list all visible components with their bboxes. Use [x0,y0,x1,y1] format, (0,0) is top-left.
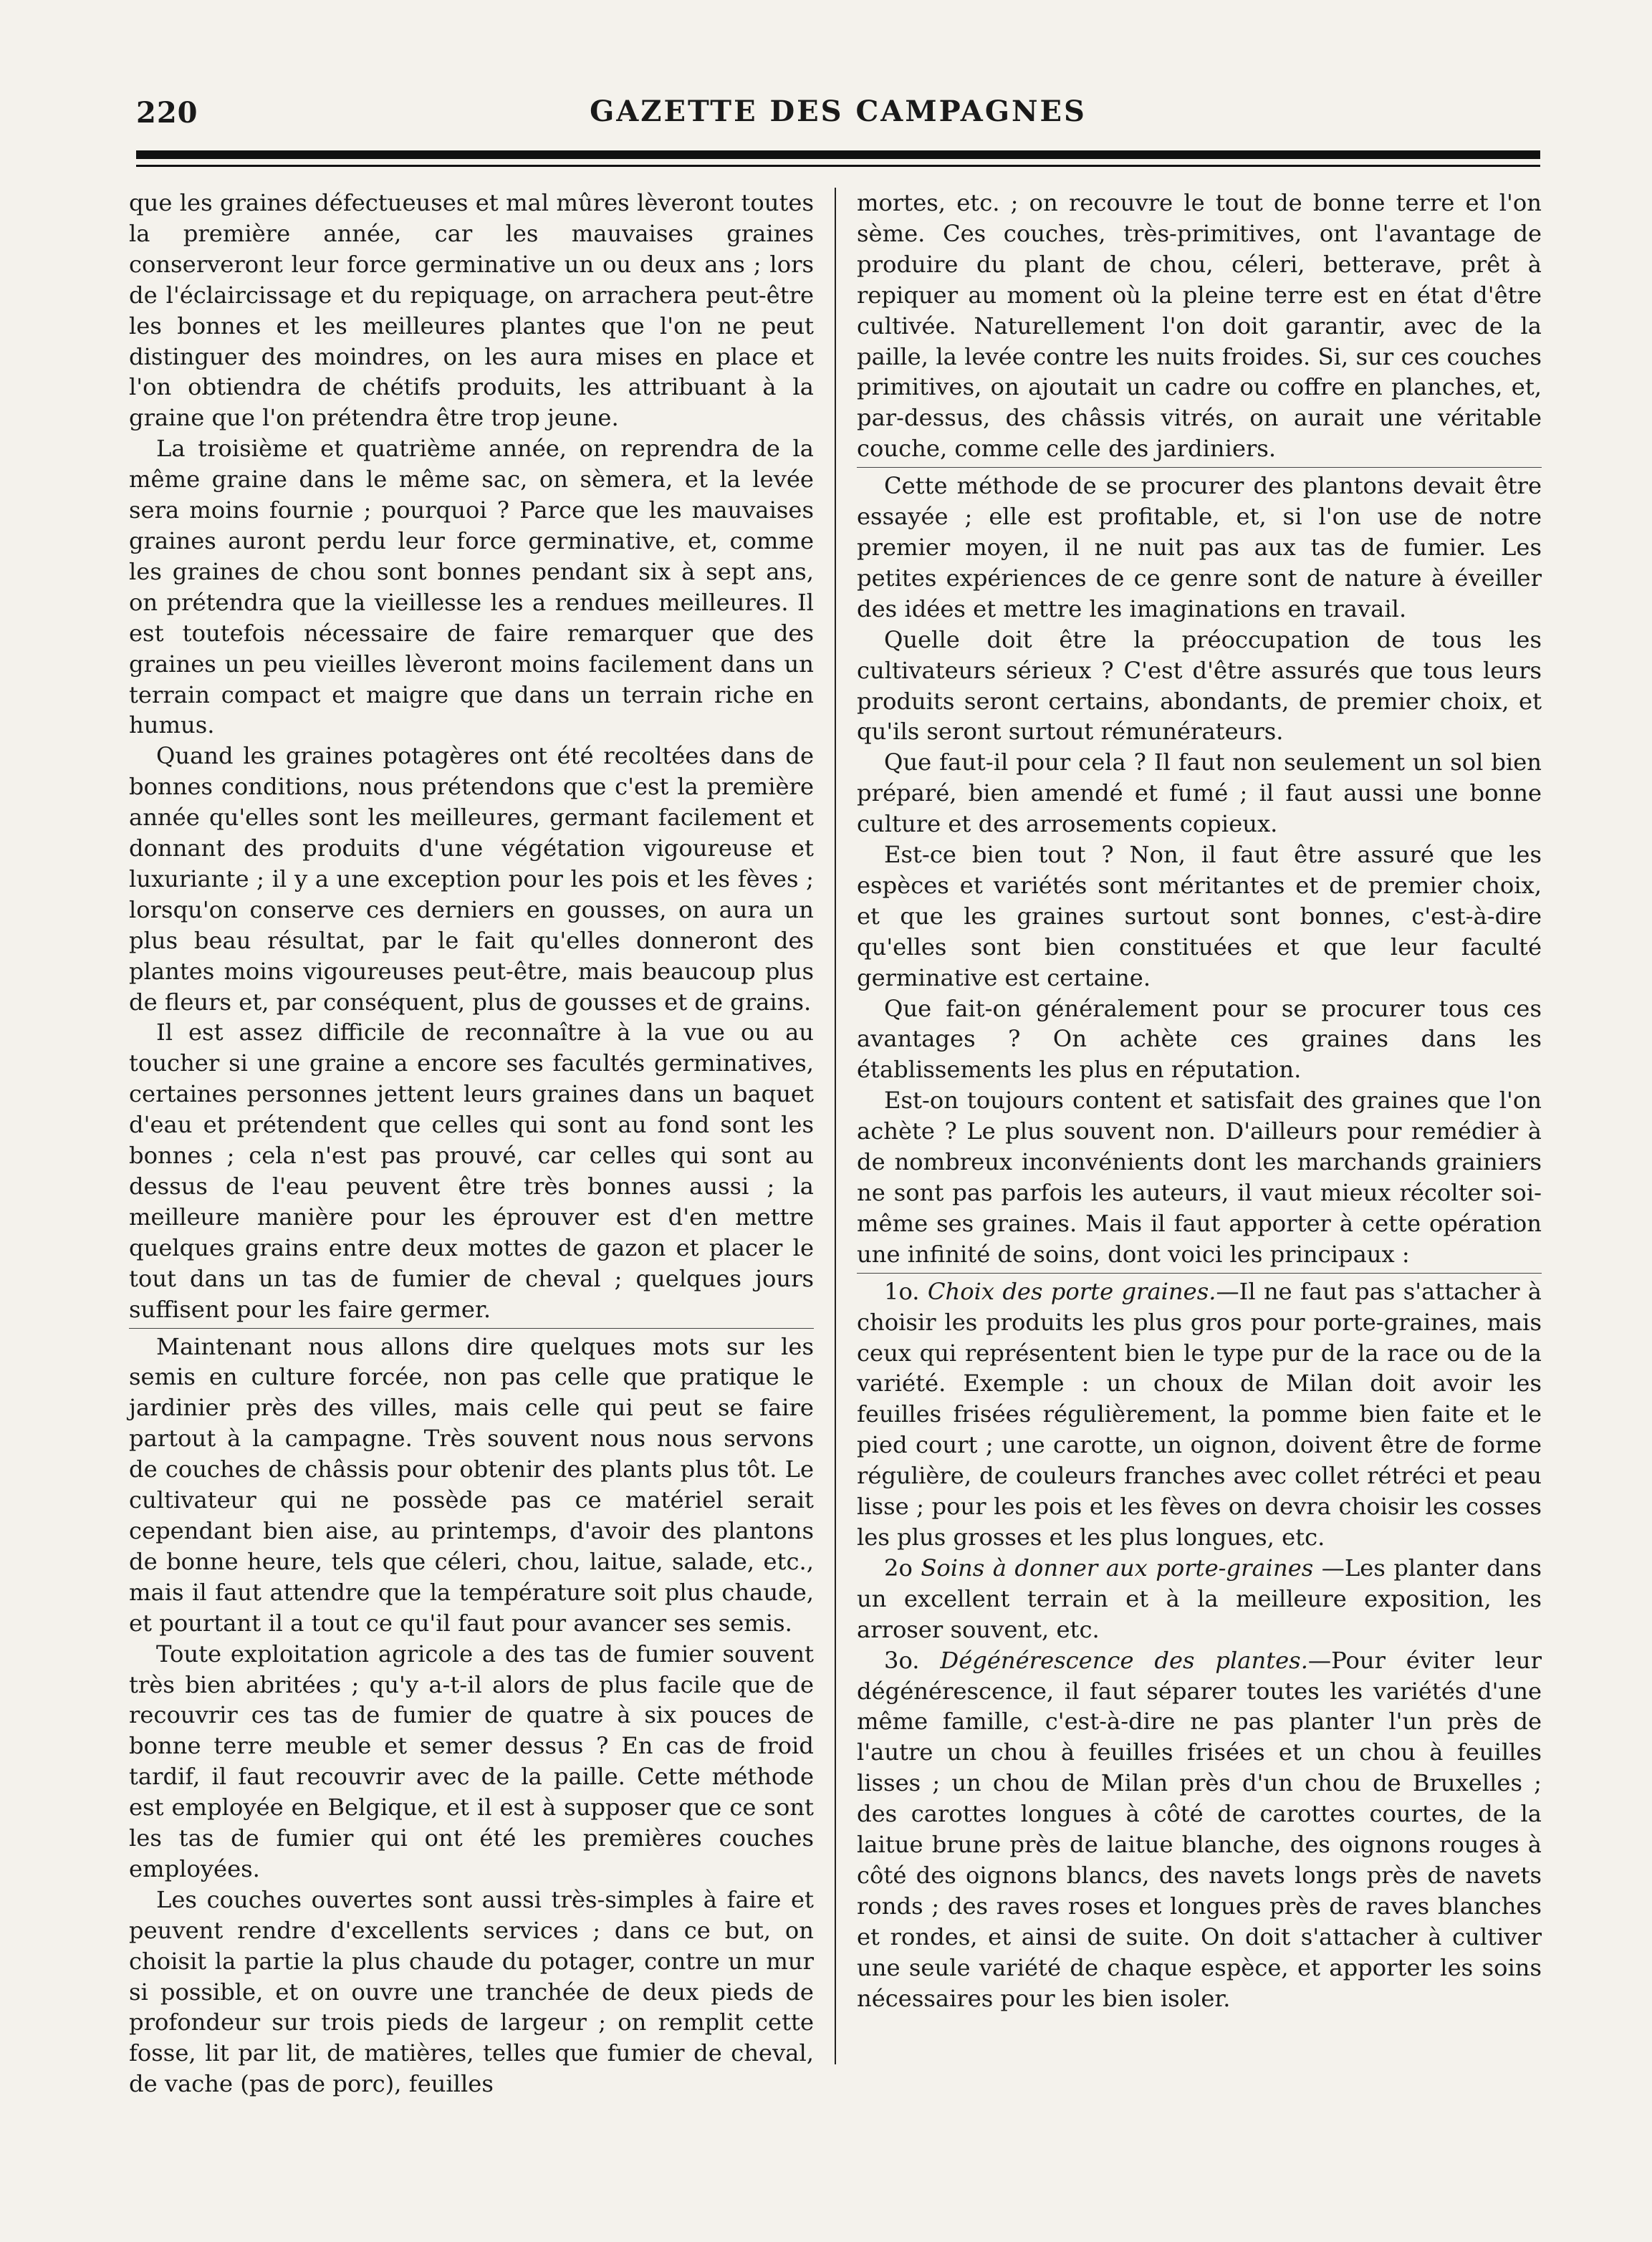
header-rule-thick [136,150,1540,159]
right-column [857,188,1542,2079]
paragraph: La troisième et quatrième année, on reprendra de la même graine dans le même sac, on sèmera, et la levée sera moins fournie ; pourquoi ? Parce que les mauvaises graines auront perdu leur force germinative, et, comme les graines de chou sont bonnes pendant six à sept ans, on prétendra que la vieillesse les a rendues meilleures. Il est toutefois nécessaire de faire remarquer que des graines un peu vieilles lèveront moins facilement dans un terrain compact et maigre que dans un terrain riche en humus. [129,435,814,739]
page-header [136,92,1540,142]
numbered-item [857,1553,1542,1645]
numbered-item [857,1273,1542,1553]
numbered-item [857,1645,1542,2014]
item-number: 2o [884,1554,913,1582]
paragraph: Les couches ouvertes sont aussi très-simples à faire et peuvent rendre d'excellents services ; dans ce but, on choisit la partie la plus chaude du potager, contre un mur si possible, et on ouvre une tranchée de deux pieds de profondeur sur trois pieds de largeur ; on remplit cette fosse, lit par lit, de matières, telles que fumier de cheval, de vache (pas de porc), feuilles [129,1885,814,2098]
item-heading: Dégénérescence des plantes. [940,1646,1308,1674]
header-rule-thin [136,165,1540,167]
item-number: 1o. [884,1277,920,1305]
paragraph: Toute exploitation agricole a des tas de fumier souvent très bien abritées ; qu'y a-t-il alors de plus facile que de recouvrir ces tas de fumier de quatre à six pouces de bonne terre meuble et semer dessus ? En cas de froid tardif, il faut recouvrir avec de la paille. Cette méthode est employée en Belgique, et il est à supposer que ce sont les tas de fumier qui ont été les premières couches employées. [129,1640,814,1882]
paragraph: Est-ce bien tout ? Non, il faut être assuré que les espèces et variétés sont méritantes et de premier choix, et que les graines surtout sont bonnes, c'est-à-dire qu'elles sont bien constituées et que leur faculté germinative est certaine. [857,841,1542,991]
item-number: 3o. [884,1646,920,1674]
left-column [129,188,814,2098]
paragraph: Maintenant nous allons dire quelques mots sur les semis en culture forcée, non pas celle que pratique le jardinier près des villes, mais celle qui peut se faire partout à la campagne. Très souvent nous nous servons de couches de châssis pour obtenir des plants plus tôt. Le cultivateur qui ne possède pas ce matériel serait cependant bien aise, au printemps, d'avoir des plantons de bonne heure, tels que céleri, chou, laitue, salade, etc., mais il faut attendre que la température soit plus chaude, et pourtant il a tout ce qu'il faut pour avancer ses semis. [129,1328,814,1639]
paragraph: Quand les graines potagères ont été recoltées dans de bonnes conditions, nous prétendons que c'est la première année qu'elles sont les meilleures, germant facilement et donnant des produits d'une végétation vigoureuse et luxuriante ; il y a une exception pour les pois et les fèves ; lorsqu'on conserve ces derniers en gousses, on aura un plus beau résultat, par le fait qu'elles donneront des plantes moins vigoureuses peut-être, mais beaucoup plus de fleurs et, par conséquent, plus de gousses et de grains. [129,742,814,1016]
paragraph: Cette méthode de se procurer des plantons devait être essayée ; elle est profitable, et, si l'on use de notre premier moyen, il ne nuit pas aux tas de fumier. Les petites expériences de ce genre sont de nature à éveiller des idées et mettre les imaginations en travail. [857,467,1542,625]
item-text: —Pour éviter leur dégénérescence, il faut séparer toutes les variétés d'une même famille, c'est-à-dire ne pas planter l'un près de l'autre un chou à feuilles frisées et un chou à feuilles lisses ; un chou de Milan près d'un chou de Bruxelles ; des carottes longues à côté de carottes courtes, de la laitue brune près de laitue blanche, des oignons rouges à côté des oignons blancs, des navets longs près de navets ronds ; des raves roses et longues près de raves blanches et rondes, et ainsi de suite. On doit s'attacher à cultiver une seule variété de chaque espèce, et apporter les soins nécessaires pour les bien isoler. [857,1646,1542,2012]
paragraph: Il est assez difficile de reconnaître à la vue ou au toucher si une graine a encore ses facultés germinatives, certaines personnes jettent leurs graines dans un baquet d'eau et prétendent que celles qui sont au fond sont les bonnes ; cela n'est pas prouvé, car celles qui sont au dessus de l'eau peuvent être très bonnes aussi ; la meilleure manière pour les éprouver est d'en mettre quelques grains entre deux mottes de gazon et placer le tout dans un tas de fumier de cheval ; quelques jours suffisent pour les faire germer. [129,1019,814,1323]
paragraph: Est-on toujours content et satisfait des graines que l'on achète ? Le plus souvent non. D'ailleurs pour remédier à de nombreux inconvénients dont les marchands grainiers ne sont pas parfois les auteurs, il vaut mieux récolter soi-même ses graines. Mais il faut apporter à cette opération une infinité de soins, dont voici les principaux : [857,1087,1542,1268]
page-number: 220 [136,96,198,130]
paragraph: Quelle doit être la préoccupation de tous les cultivateurs sérieux ? C'est d'être assurés que tous leurs produits seront certains, abondants, de premier choix, et qu'ils seront surtout rémunérateurs. [857,625,1542,746]
paragraph: que les graines défectueuses et mal mûres lèveront toutes la première année, car les mauvaises graines conserveront leur force germinative un ou deux ans ; lors de l'éclaircissage et du repiquage, on arrachera peut-être les bonnes et les meilleures plantes que l'on ne peut distinguer des moindres, on les aura mises en place et l'on obtiendra de chétifs produits, les attribuant à la graine que l'on prétendra être trop jeune. [129,189,814,432]
item-heading: Choix des porte graines. [927,1277,1216,1305]
item-text: —Il ne faut pas s'attacher à choisir les produits les plus gros pour porte-graines, mais ceux qui représentent bien le type pur de la race ou de la variété. Exemple : un choux de Milan doit avoir les feuilles frisées régulièrement, la pomme bien faite et le pied court ; une carotte, un oignon, doivent être de forme régulière, de couleurs franches avec collet rétréci et peau lisse ; pour les pois et les fèves on devra choisir les cosses les plus grosses et les plus longues, etc. [857,1277,1542,1551]
item-heading: Soins à donner aux porte-graines [921,1554,1314,1582]
paragraph: Que faut-il pour cela ? Il faut non seulement un sol bien préparé, bien amendé et fumé ; il faut aussi une bonne culture et des arrosements copieux. [857,749,1542,838]
item-text: —Les planter dans un excellent terrain et à la meilleure exposition, les arroser souvent, etc. [857,1554,1542,1643]
paragraph: Que fait-on généralement pour se procurer tous ces avantages ? On achète ces graines dans les établissements les plus en réputation. [857,994,1542,1084]
column-divider [835,188,836,2064]
paragraph: mortes, etc. ; on recouvre le tout de bonne terre et l'on sème. Ces couches, très-primitives, ont l'avantage de produire du plant de chou, céleri, betterave, prêt à repiquer au moment où la pleine terre est en état d'être cultivée. Naturellement l'on doit garantir, avec de la paille, la levée contre les nuits froides. Si, sur ces couches primitives, on ajoutait un cadre ou coffre en planches, et, par-dessus, des châssis vitrés, on aurait une véritable couche, comme celle des jardiniers. [857,189,1542,463]
journal-title: GAZETTE DES CAMPAGNES [590,95,1087,128]
